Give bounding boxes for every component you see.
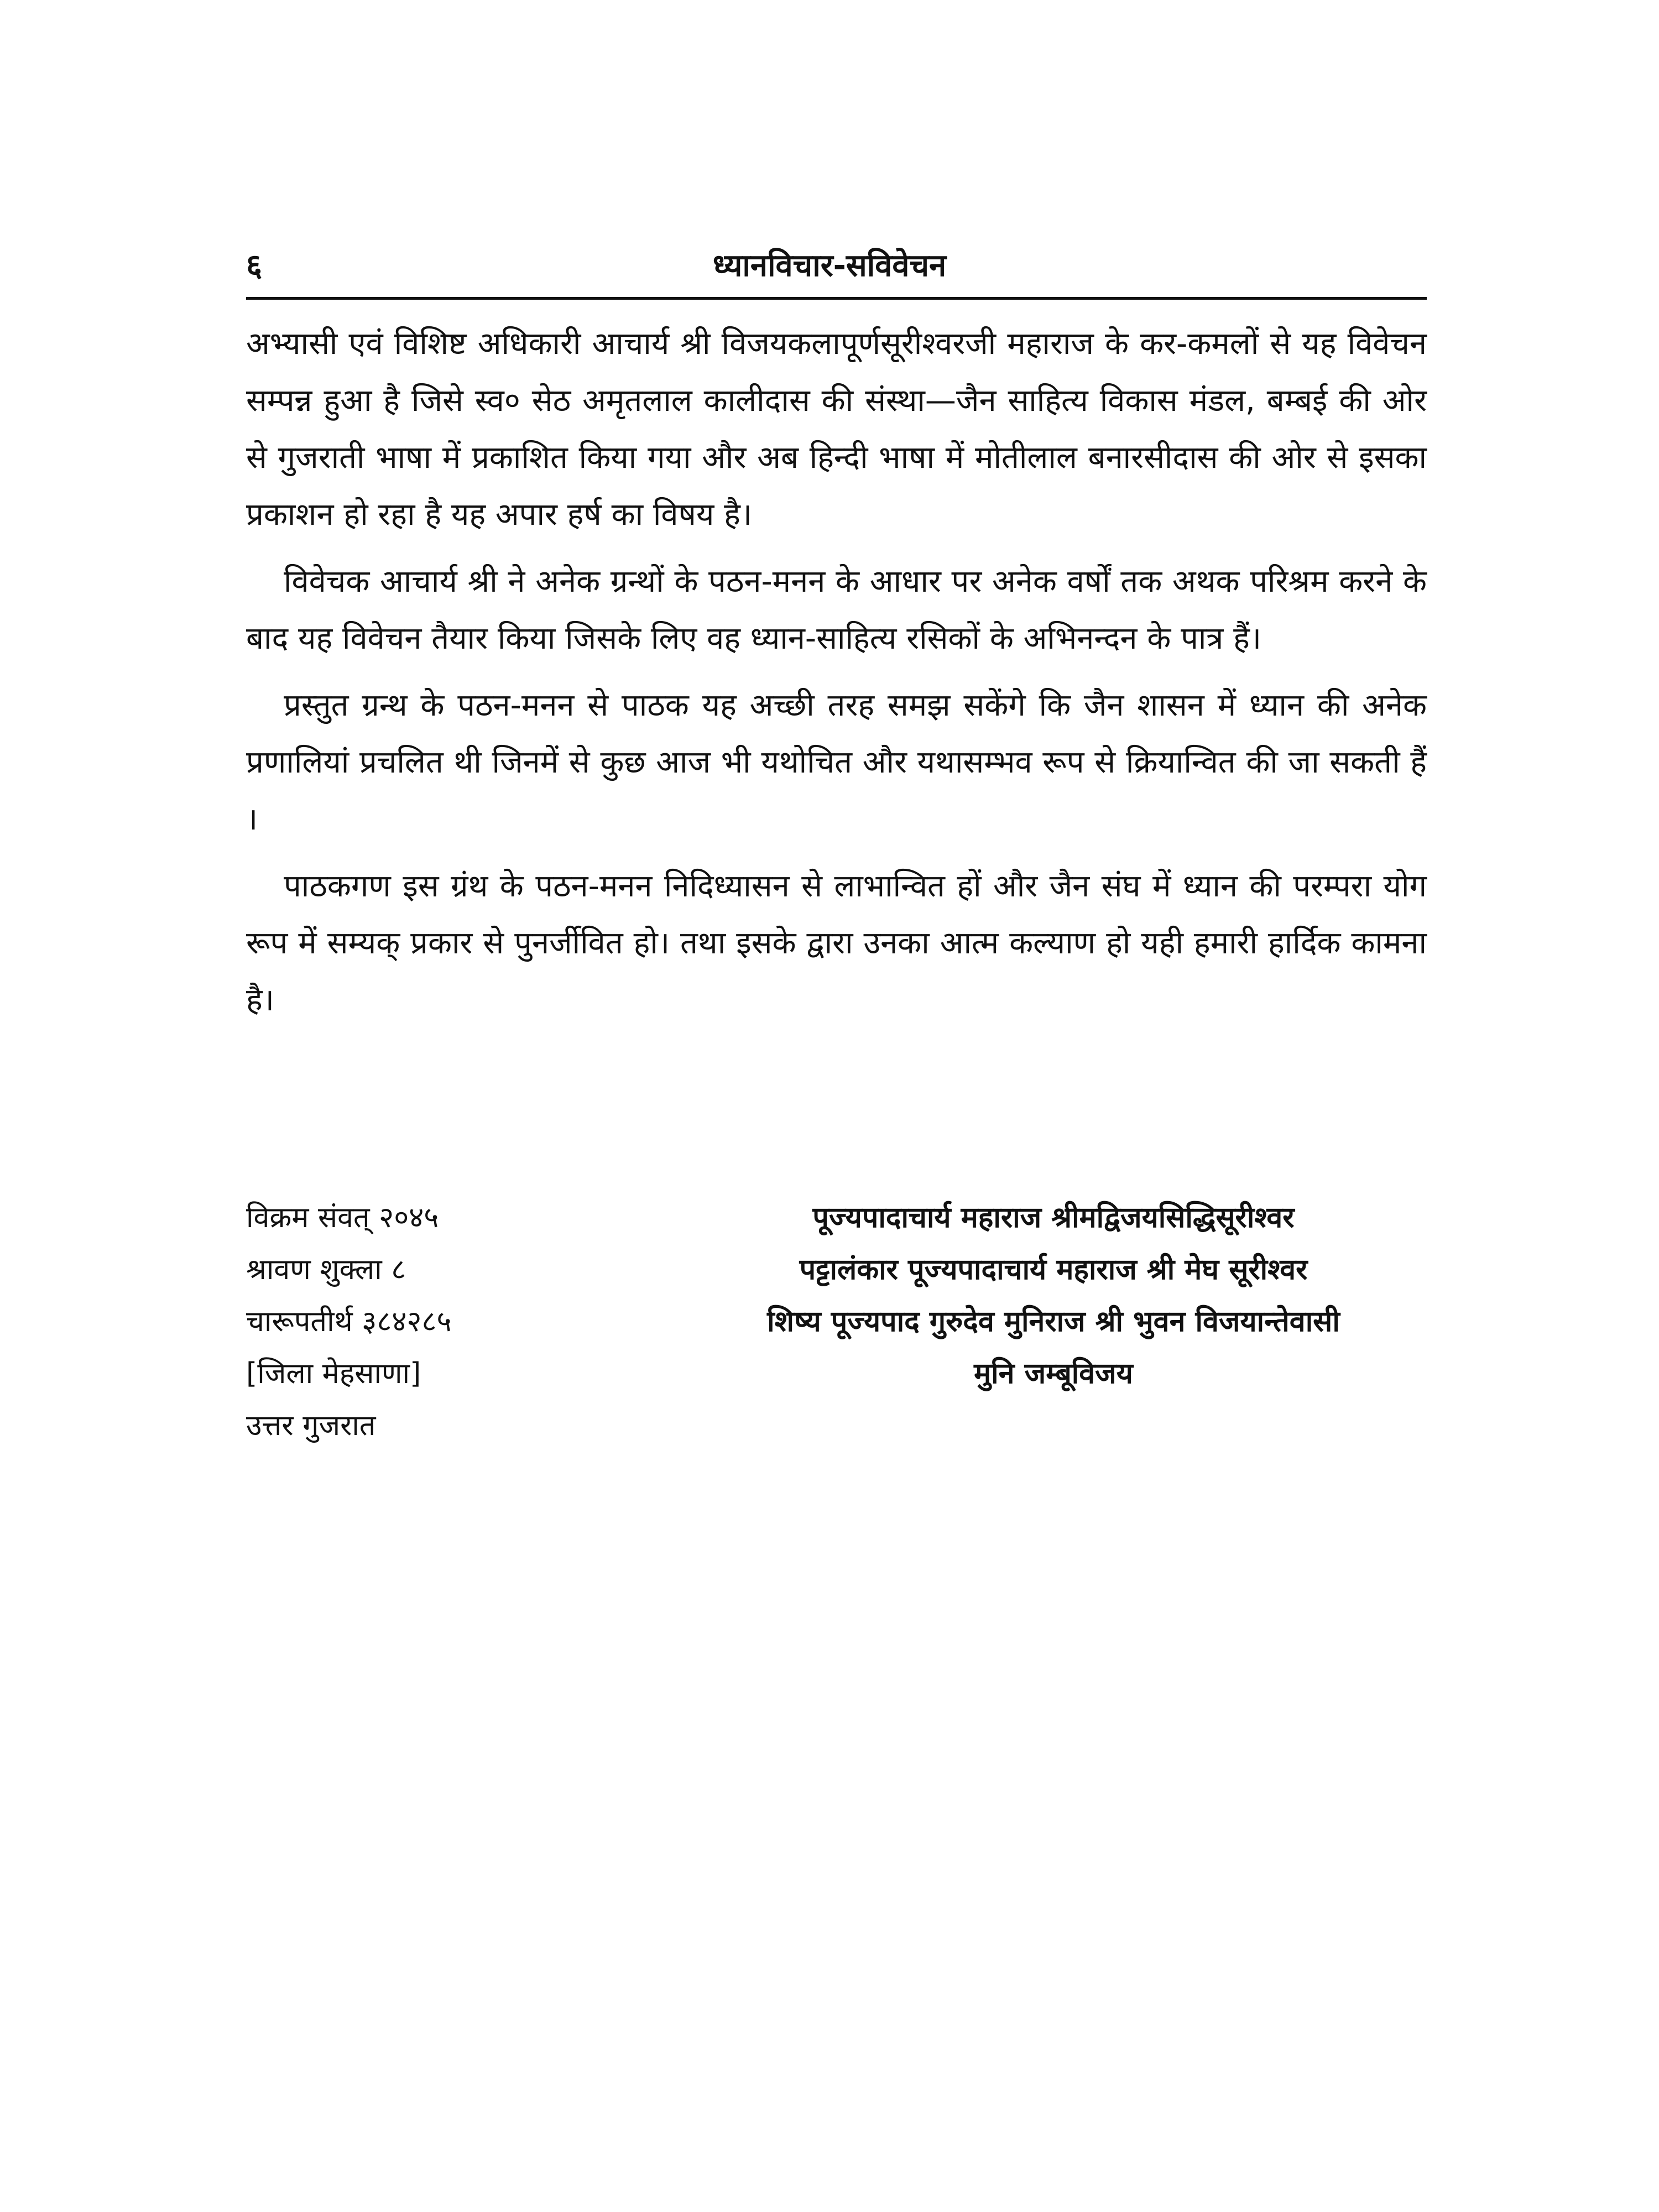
paragraph-4: पाठकगण इस ग्रंथ के पठन-मनन निदिध्यासन से लाभान्वित हों और जैन संघ में ध्यान की परम्परा योग रूप में सम्यक् प्रकार से पुनर्जीवित हो। तथा इसके द्वारा उनका आत्म कल्याण हो यही हमारी हार्दिक कामना है। (246, 868, 1427, 1018)
body-text (246, 315, 1427, 1039)
place-line: चारूपतीर्थ ३८४२८५ (246, 1305, 452, 1338)
region-line: उत्तर गुजरात (246, 1409, 376, 1442)
signature-line-3: शिष्य पूज्यपाद गुरुदेव मुनिराज श्री भुवन विजयान्तेवासी (767, 1305, 1340, 1338)
date-line: विक्रम संवत् २०४५ (246, 1201, 439, 1234)
author-name: मुनि जम्बूविजय (974, 1357, 1133, 1390)
signature-line-1: पूज्यपादाचार्य महाराज श्रीमद्विजयसिद्धिसूरीश्वर (812, 1201, 1295, 1234)
paragraph-2: विवेचक आचार्य श्री ने अनेक ग्रन्थों के पठन-मनन के आधार पर अनेक वर्षों तक अथक परिश्रम करने के बाद यह विवेचन तैयार किया जिसके लिए वह ध्यान-साहित्य रसिकों के अभिनन्दन के पात्र हैं। (246, 564, 1427, 656)
place-date-block (246, 1192, 688, 1452)
lunar-date-line: श्रावण शुक्ला ८ (246, 1253, 406, 1286)
running-header-title: ध्यानविचार-सविवेचन (712, 248, 947, 284)
paragraph-3: प्रस्तुत ग्रन्थ के पठन-मनन से पाठक यह अच्छी तरह समझ सकेंगे कि जैन शासन में ध्यान की अनेक प्रणालियां प्रचलित थी जिनमें से कुछ आज भी यथोचित और यथासम्भव रूप से क्रियान्वित की जा सकती हैं । (246, 687, 1427, 837)
header-rule (246, 297, 1427, 300)
paragraph-1: अभ्यासी एवं विशिष्ट अधिकारी आचार्य श्री विजयकलापूर्णसूरीश्वरजी महाराज के कर-कमलों से यह विवेचन सम्पन्न हुआ है जिसे स्व० सेठ अमृतलाल कालीदास की संस्था—जैन साहित्य विकास मंडल, बम्बई की ओर से गुजराती भाषा में प्रकाशित किया गया और अब हिन्दी भाषा में मोतीलाल बनारसीदास की ओर से इसका प्रकाशन हो रहा है यह अपार हर्ष का विषय है। (246, 326, 1427, 533)
page-number: ६ (246, 248, 263, 284)
district-line: [जिला मेहसाणा] (246, 1357, 421, 1390)
signature-line-2: पट्टालंकार पूज्यपादाचार्य महाराज श्री मेघ सूरीश्वर (799, 1253, 1308, 1286)
signature-block (680, 1192, 1427, 1400)
